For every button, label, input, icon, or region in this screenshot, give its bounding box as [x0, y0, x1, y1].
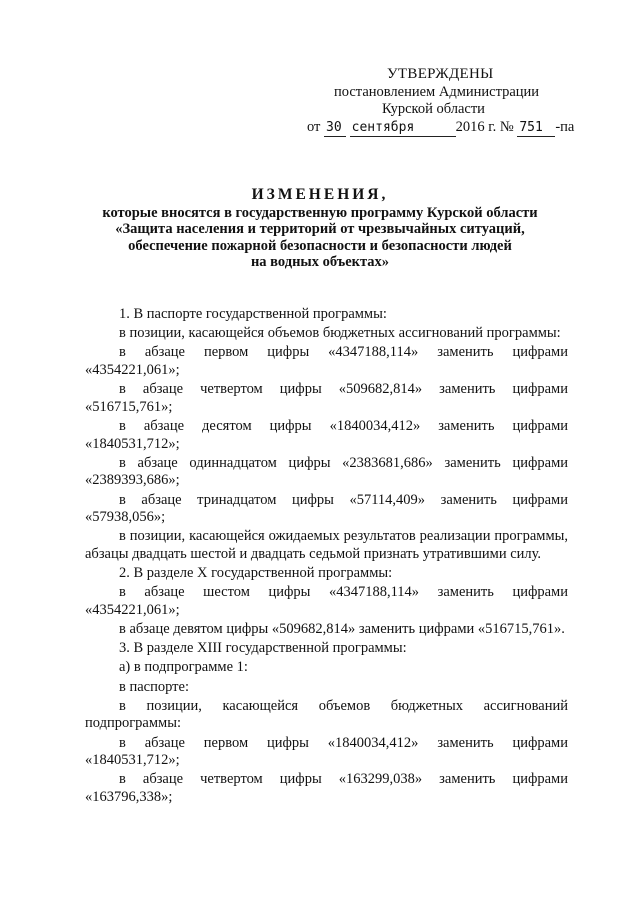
paragraph: в позиции, касающейся объемов бюджетных ассигнований подпрограммы:	[85, 697, 568, 732]
date-month: сентября	[350, 119, 456, 138]
approval-line-3: Курской области	[382, 101, 485, 117]
paragraph: в абзаце шестом цифры «4347188,114» заменить цифрами «4354221,061»;	[85, 584, 568, 618]
paragraph: в позиции, касающейся объемов бюджетных ассигнований программы:	[119, 325, 561, 342]
approval-line-2: постановлением Администрации	[334, 83, 540, 100]
paragraph: в позиции, касающейся ожидаемых результатов реализации программы, абзацы двадцать шестой и двадцать седьмой признать утратившими силу.	[85, 528, 568, 562]
date-prefix: от	[307, 118, 321, 135]
paragraph: в паспорте:	[119, 678, 189, 695]
date-day: 30	[324, 119, 346, 138]
document-number: 751	[517, 119, 555, 138]
heading-line: на водных объектах»	[250, 254, 390, 270]
heading-line: обеспечение пожарной безопасности и безопасности людей	[128, 237, 512, 254]
paragraph: в абзаце тринадцатом цифры «57114,409» заменить цифрами «57938,056»;	[85, 491, 568, 526]
document-heading	[0, 187, 640, 271]
approval-title: УТВЕРЖДЕНЫ	[387, 66, 494, 82]
paragraph: в абзаце одиннадцатом цифры «2383681,686» заменить цифрами «2389393,686»;	[85, 454, 568, 489]
paragraph: 3. В разделе XIII государственной программы:	[119, 640, 407, 657]
paragraph: в абзаце девятом цифры «509682,814» заменить цифрами «516715,761».	[119, 621, 565, 638]
heading-line: «Защита населения и территорий от чрезвычайных ситуаций,	[115, 221, 525, 237]
paragraph: 1. В паспорте государственной программы:	[119, 306, 387, 322]
paragraph: в абзаце четвертом цифры «509682,814» заменить цифрами «516715,761»;	[85, 381, 568, 415]
date-year: 2016 г. №	[455, 118, 514, 135]
paragraph: в абзаце первом цифры «4347188,114» заменить цифрами «4354221,061»;	[85, 344, 568, 378]
paragraph: в абзаце десятом цифры «1840034,412» заменить цифрами «1840531,712»;	[85, 417, 568, 452]
paragraph: а) в подпрограмме 1:	[119, 659, 248, 676]
approval-block	[0, 66, 640, 136]
number-suffix: -па	[555, 118, 575, 135]
paragraph: в абзаце четвертом цифры «163299,038» заменить цифрами «163796,338»;	[85, 771, 568, 805]
paragraph: в абзаце первом цифры «1840034,412» заменить цифрами «1840531,712»;	[85, 734, 568, 769]
heading-title: ИЗМЕНЕНИЯ,	[251, 186, 389, 203]
approval-date-line	[307, 119, 574, 138]
document-body	[85, 306, 568, 807]
heading-line: которые вносятся в государственную программу Курской области	[102, 204, 538, 221]
paragraph: 2. В разделе X государственной программы:	[119, 565, 393, 582]
